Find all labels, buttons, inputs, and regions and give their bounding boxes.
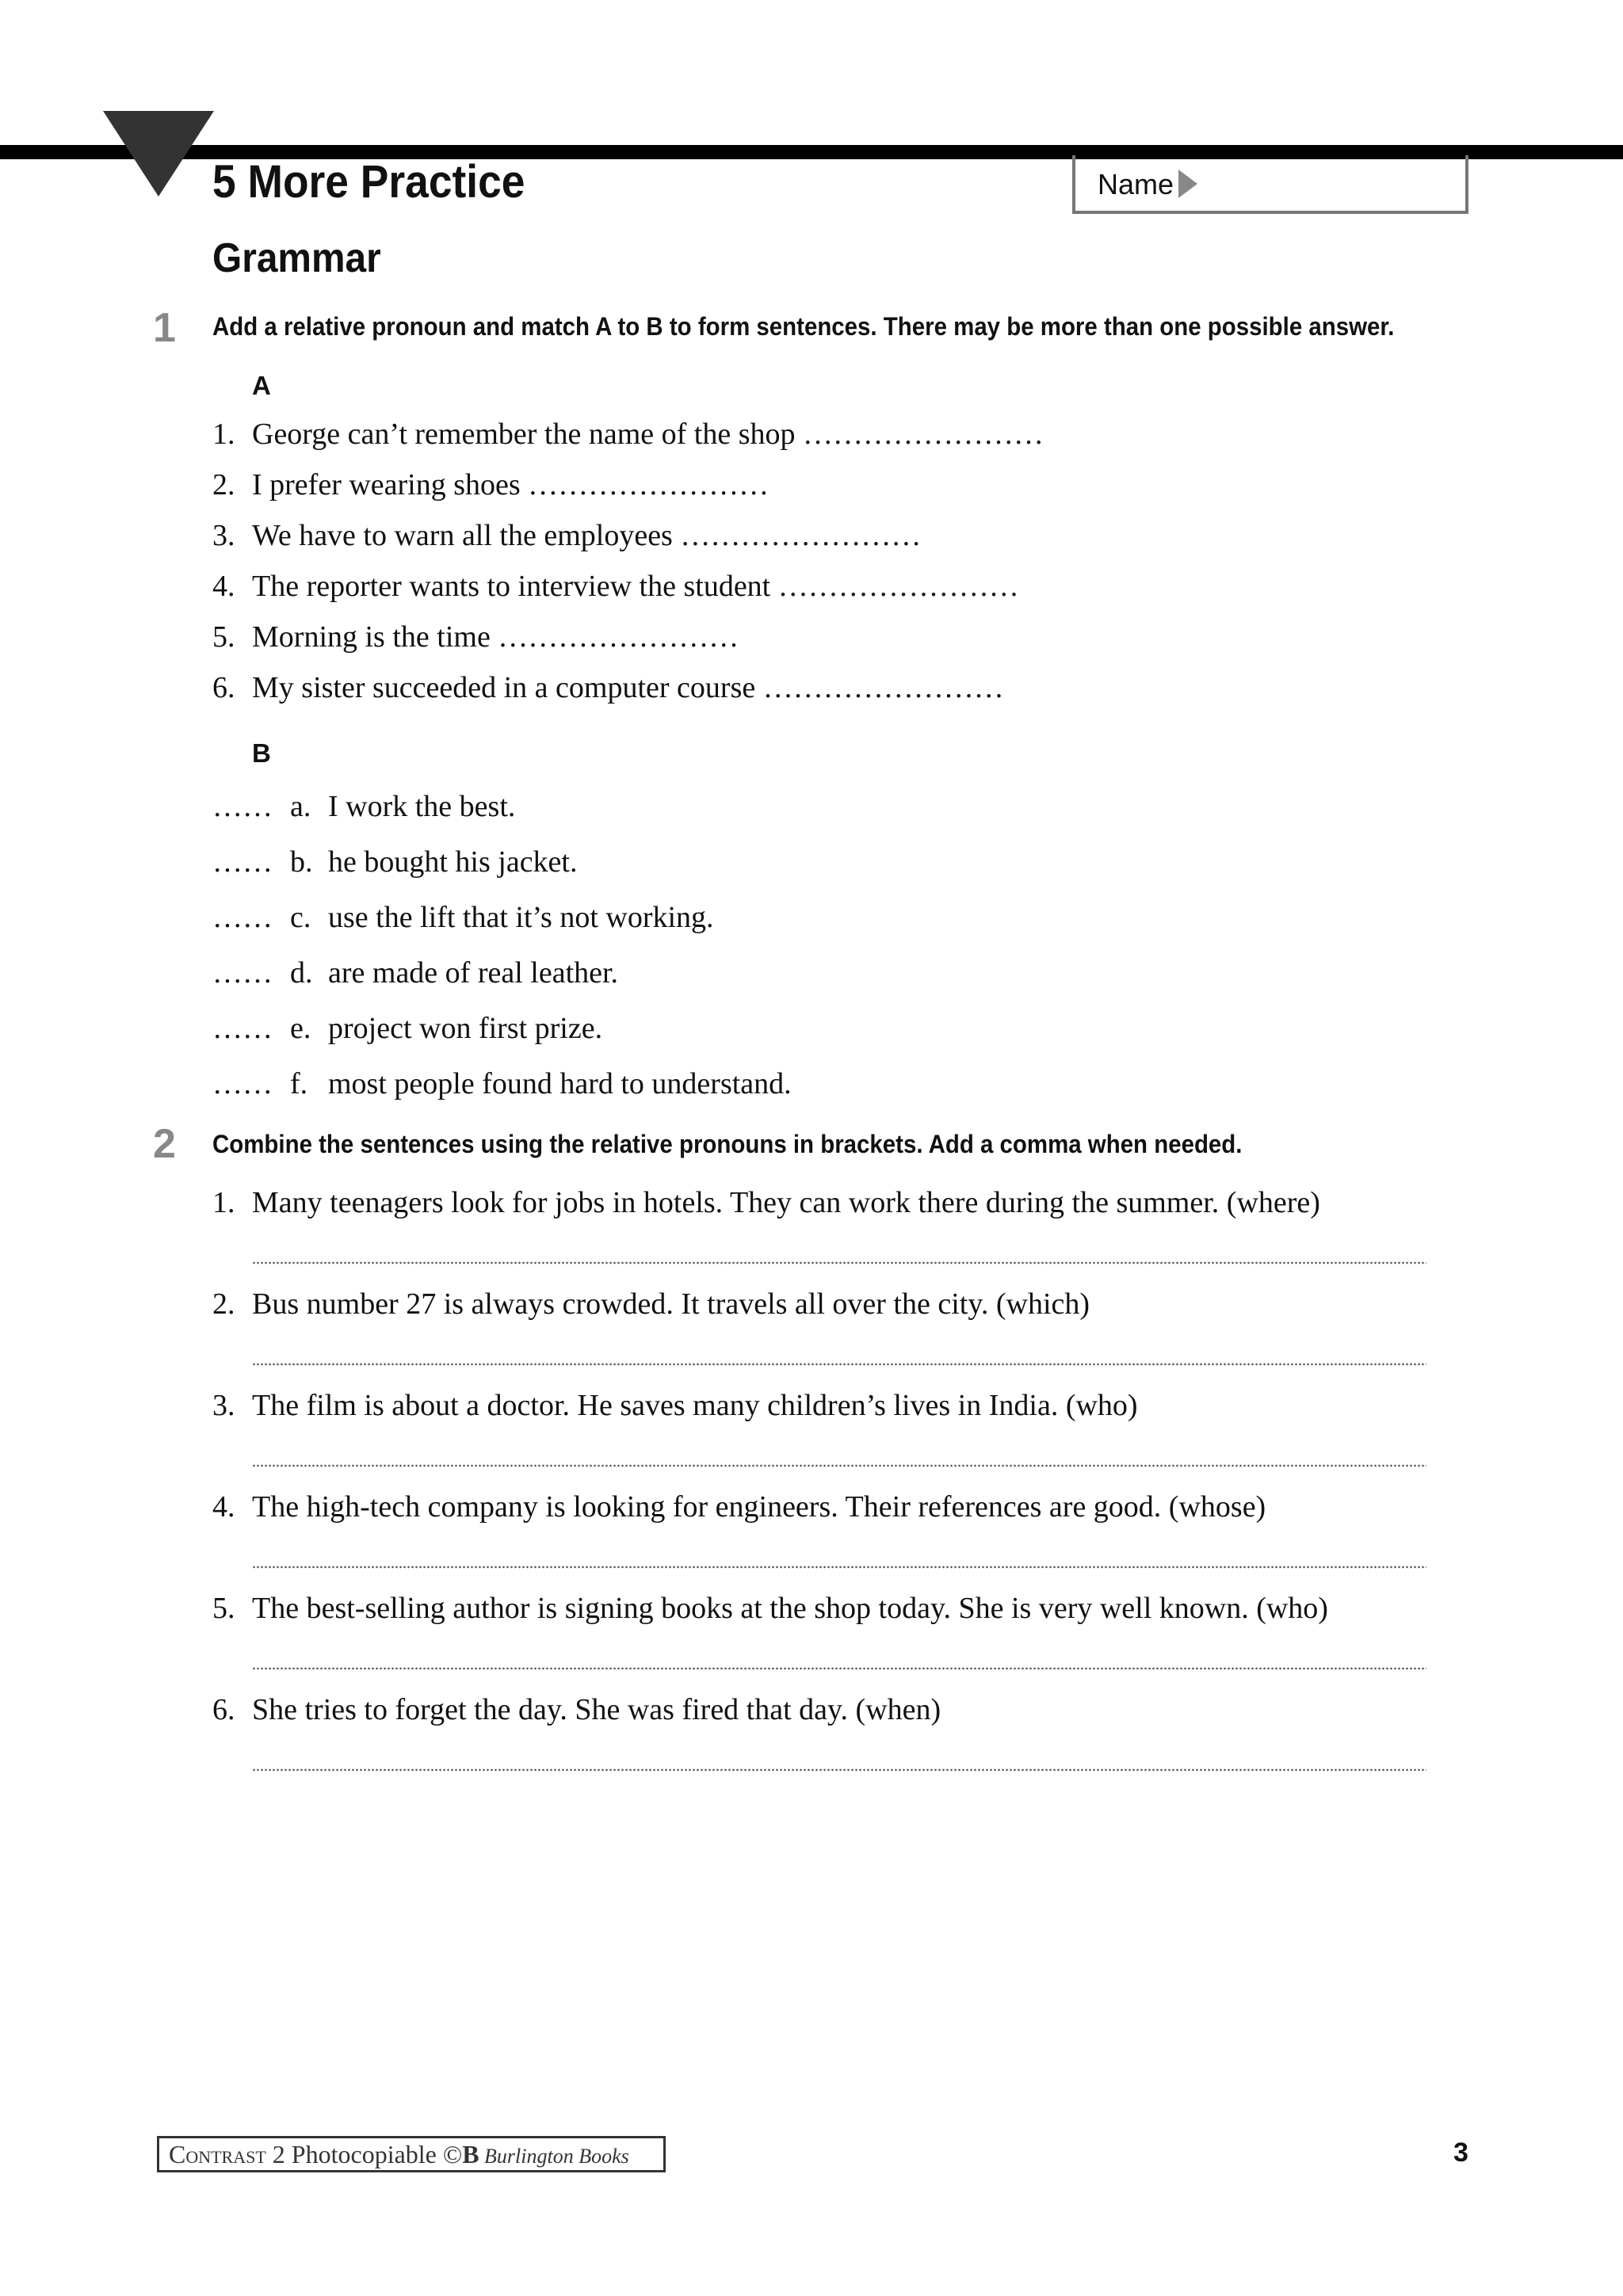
answer-blank[interactable]: …… xyxy=(212,1067,273,1100)
item-letter: e. xyxy=(290,1012,311,1045)
name-label: Name xyxy=(1098,168,1174,200)
exercise-2-number: 2 xyxy=(153,1121,176,1167)
item-text: We have to warn all the employees …………………… xyxy=(252,519,922,552)
item-number: 6. xyxy=(212,1693,235,1726)
item-number: 3. xyxy=(212,1389,235,1422)
exercise-1-number: 1 xyxy=(153,305,176,351)
item-text: he bought his jacket. xyxy=(328,845,578,879)
item-text: My sister succeeded in a computer course …………………… xyxy=(252,671,1004,704)
item-text: Many teenagers look for jobs in hotels. They can work there during the summer. (where) xyxy=(252,1186,1320,1219)
answer-blank[interactable]: …… xyxy=(212,901,273,934)
item-number: 4. xyxy=(212,570,235,603)
publisher-logo-icon: B xyxy=(462,2140,479,2168)
item-text: most people found hard to understand. xyxy=(328,1067,792,1100)
column-a-label: A xyxy=(252,371,271,400)
item-number: 5. xyxy=(212,1592,235,1625)
item-number: 6. xyxy=(212,671,235,704)
item-text: I prefer wearing shoes …………………… xyxy=(252,468,769,502)
footer-series: Contrast xyxy=(169,2140,266,2168)
answer-line[interactable] xyxy=(252,1261,1426,1264)
footer-publisher: Burlington Books xyxy=(479,2145,629,2168)
item-text: The best-selling author is signing books at the shop today. She is very well known. (who) xyxy=(252,1592,1328,1625)
column-b-label: B xyxy=(252,738,271,768)
item-number: 3. xyxy=(212,519,235,552)
item-letter: b. xyxy=(290,845,313,879)
answer-blank[interactable]: …… xyxy=(212,1012,273,1045)
answer-line[interactable] xyxy=(252,1464,1426,1467)
item-number: 1. xyxy=(212,1186,235,1219)
answer-line[interactable] xyxy=(252,1566,1426,1569)
item-number: 2. xyxy=(212,468,235,502)
item-number: 4. xyxy=(212,1490,235,1524)
item-text: The film is about a doctor. He saves many children’s lives in India. (who) xyxy=(252,1389,1138,1422)
item-number: 5. xyxy=(212,620,235,654)
item-text: are made of real leather. xyxy=(328,956,619,990)
item-text: project won first prize. xyxy=(328,1012,603,1045)
footer-level: 2 Photocopiable © xyxy=(265,2140,463,2168)
item-number: 1. xyxy=(212,418,235,451)
item-letter: a. xyxy=(290,790,311,823)
page-number: 3 xyxy=(1453,2138,1468,2168)
item-letter: f. xyxy=(290,1067,308,1100)
item-number: 2. xyxy=(212,1287,235,1321)
arrow-right-icon xyxy=(1178,170,1197,198)
answer-line[interactable] xyxy=(252,1667,1426,1670)
item-text: Bus number 27 is always crowded. It travels all over the city. (which) xyxy=(252,1287,1090,1321)
answer-line[interactable] xyxy=(252,1768,1426,1772)
item-text: Morning is the time …………………… xyxy=(252,620,739,654)
item-text: use the lift that it’s not working. xyxy=(328,901,714,934)
item-letter: c. xyxy=(290,901,311,934)
unit-title: 5 More Practice xyxy=(212,156,525,208)
section-title: Grammar xyxy=(212,235,381,281)
item-text: I work the best. xyxy=(328,790,516,823)
answer-blank[interactable]: …… xyxy=(212,956,273,990)
item-text: She tries to forget the day. She was fired that day. (when) xyxy=(252,1693,941,1726)
answer-line[interactable] xyxy=(252,1363,1426,1366)
footer-copyright xyxy=(157,2136,666,2172)
name-field[interactable] xyxy=(1072,155,1468,214)
item-text: The reporter wants to interview the student …………………… xyxy=(252,570,1019,603)
exercise-2-instruction: Combine the sentences using the relative pronouns in brackets. Add a comma when needed. xyxy=(212,1130,1243,1158)
item-letter: d. xyxy=(290,956,313,990)
corner-triangle-icon xyxy=(103,111,214,196)
exercise-1-instruction: Add a relative pronoun and match A to B to form sentences. There may be more than one possible answer. xyxy=(212,312,1395,341)
answer-blank[interactable]: …… xyxy=(212,790,273,823)
item-text: George can’t remember the name of the shop …………………… xyxy=(252,418,1044,451)
item-text: The high-tech company is looking for engineers. Their references are good. (whose) xyxy=(252,1490,1266,1524)
answer-blank[interactable]: …… xyxy=(212,845,273,879)
